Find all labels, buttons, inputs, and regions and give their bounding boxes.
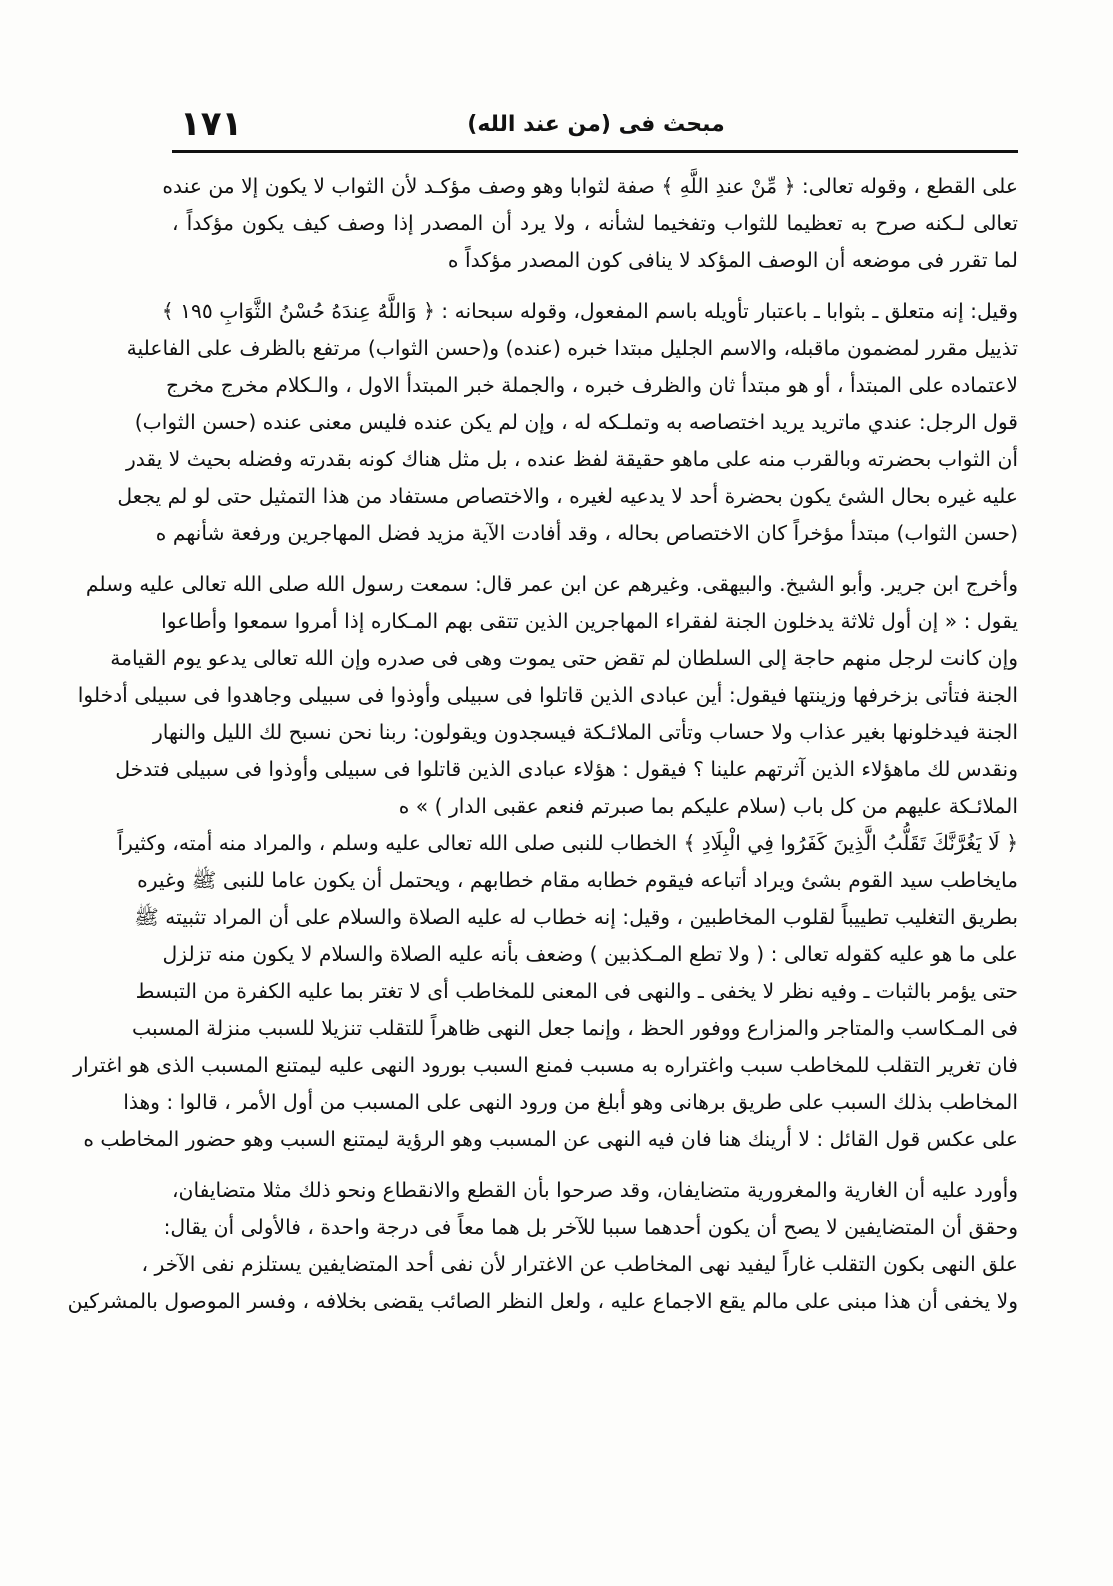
body-text bbox=[67, 168, 1018, 1320]
text-line: أن الثواب بحضرته وبالقرب منه على ماهو حقيقة لفظ عنده ، بل مثل هناك كونه بقدرته وفضله بحيث لا يقدر bbox=[125, 447, 1018, 471]
text-line: بطريق التغليب تطييباً لقلوب المخاطبين ، وقيل: إنه خطاب له عليه الصلاة والسلام على أن المراد تثبيته ﷺ bbox=[134, 905, 1018, 929]
paragraph-gap bbox=[172, 552, 1018, 566]
text-line: علق النهى بكون التقلب غاراً ليفيد نهى المخاطب عن الاغترار لأن نفى أحد المتضايفين يستلزم نفى الآخر ، bbox=[141, 1252, 1018, 1276]
text-line: الجنة فيدخلونها بغير عذاب ولا حساب وتأتى الملائـكة فيسجدون ويقولون: ربنا نحن نسبح لك الليل والنهار bbox=[153, 720, 1018, 744]
text-line: لما تقرر فى موضعه أن الوصف المؤكد لا ينافى كون المصدر مؤكداً ه bbox=[447, 248, 1018, 272]
text-line: على ما هو عليه كقوله تعالى : ( ولا تطع المـكذبين ) وضعف بأنه عليه الصلاة والسلام لا يكون منه تزلزل bbox=[162, 942, 1018, 966]
text-line: لاعتماده على المبتدأ ، أو هو مبتدأ ثان والظرف خبره ، والجملة خبر المبتدأ الاول ، والـكلام مخرج مخرج bbox=[166, 373, 1018, 397]
text-line: ولا يخفى أن هذا مبنى على مالم يقع الاجماع عليه ، ولعل النظر الصائب يقضى بخلافه ، وفسر الموصول بالمشركين bbox=[67, 1289, 1018, 1313]
text-line: تعالى لـكنه صرح به تعظيما للثواب وتفخيما لشأنه ، ولا يرد أن المصدر إذا وصف كيف يكون مؤكداً ، bbox=[172, 211, 1018, 235]
text-line: وحقق أن المتضايفين لا يصح أن يكون أحدهما سببا للآخر بل هما معاً فى درجة واحدة ، فالأولى أن يقال: bbox=[163, 1215, 1018, 1239]
text-line: على القطع ، وقوله تعالى: ﴿ مِّنْ عندِ اللَّهِ ﴾ صفة لثوابا وهو وصف مؤكـد لأن الثواب لا يكون إلا من عنده bbox=[162, 174, 1018, 198]
text-line: وإن كانت لرجل منهم حاجة إلى السلطان لم تقض حتى يموت وهى فى صدره وإن الله تعالى يدعو يوم القيامة bbox=[110, 646, 1018, 670]
text-line: الملائـكة عليهم من كل باب (سلام عليكم بما صبرتم فنعم عقبى الدار ) » ه bbox=[398, 794, 1018, 818]
text-line: (حسن الثواب) مبتدأ مؤخراً كان الاختصاص بحاله ، وقد أفادت الآية مزيد فضل المهاجرين ورفعة شأنهم ه bbox=[155, 521, 1018, 545]
text-line: يقول : « إن أول ثلاثة يدخلون الجنة لفقراء المهاجرين الذين تتقى بهم المـكاره إذا أمروا سمعوا وأطاعوا bbox=[161, 609, 1018, 633]
text-line: وأخرج ابن جرير. وأبو الشيخ. والبيهقى. وغيرهم عن ابن عمر قال: سمعت رسول الله صلى الله تعالى عليه وسلم bbox=[85, 572, 1018, 596]
text-line: المخاطب بذلك السبب على طريق برهانى وهو أبلغ من ورود النهى على المسبب من أول الأمر ، قالوا : وهذا bbox=[123, 1090, 1018, 1114]
header-rule bbox=[172, 150, 1018, 153]
text-line: على عكس قول القائل : لا أرينك هنا فان فيه النهى عن المسبب وهو الرؤية ليمتنع السبب وهو حضور المخاطب ه bbox=[83, 1127, 1018, 1151]
text-line: الجنة فتأتى بزخرفها وزينتها فيقول: أين عبادى الذين قاتلوا فى سبيلى وأوذوا فى سبيلى وجاهدوا فى سبيلى أدخلوا bbox=[77, 683, 1018, 707]
text-line: ﴿ لَا يَغُرَّنَّكَ تَقَلُّبُ الَّذِينَ كَفَرُوا فِي الْبِلَادِ ﴾ الخطاب للنبى صلى الله تعالى عليه وسلم ، والمراد منه أمته، وكثيراً bbox=[117, 831, 1018, 855]
paragraph bbox=[67, 1172, 1018, 1320]
text-line: حتى يؤمر بالثبات ـ وفيه نظر لا يخفى ـ والنهى فى المعنى للمخاطب أى لا تغتر بما عليه الكفرة من التبسط bbox=[135, 979, 1018, 1003]
text-line: قول الرجل: عندي ماتريد يريد اختصاصه به وتملـكه له ، وإن لم يكن عنده فليس معنى عنده (حسن الثواب) bbox=[134, 410, 1018, 434]
running-title: مبحث فى (من عند الله) bbox=[467, 112, 725, 137]
paragraph bbox=[117, 293, 1018, 552]
page-number: ١٧١ bbox=[180, 104, 243, 144]
paragraph bbox=[162, 168, 1018, 279]
paragraph-gap bbox=[172, 1158, 1018, 1172]
text-line: تذييل مقرر لمضمون ماقبله، والاسم الجليل مبتدا خبره (عنده) و(حسن الثواب) مرتفع بالظرف على الفاعلية bbox=[126, 336, 1018, 360]
text-line: مايخاطب سيد القوم بشئ ويراد أتباعه فيقوم خطابه مقام خطابهم ، ويحتمل أن يكون عاما للنبى ﷺ وغيره bbox=[137, 868, 1018, 892]
paragraph-gap bbox=[172, 279, 1018, 293]
text-line: ونقدس لك ماهؤلاء الذين آثرتهم علينا ؟ فيقول : هؤلاء عبادى الذين قاتلوا فى سبيلى وأوذوا فى سبيلى فتدخل bbox=[115, 757, 1018, 781]
paragraph bbox=[73, 825, 1018, 1158]
text-line: عليه غيره بحال الشئ يكون بحضرة أحد لا يدعيه لغيره ، والاختصاص مستفاد من هذا التمثيل حتى لو لم يجعل bbox=[117, 484, 1018, 508]
paragraph bbox=[77, 566, 1018, 825]
text-line: فان تغرير التقلب للمخاطب سبب واغتراره به مسبب فمنع السبب بورود النهى عليه ليمتنع المسبب الذى هو اغترار bbox=[73, 1053, 1018, 1077]
page-header bbox=[172, 104, 1020, 154]
text-line: فى المـكاسب والمتاجر والمزارع ووفور الحظ ، وإنما جعل النهى ظاهراً للتقلب تنزيلا للسبب منزلة المسبب bbox=[132, 1016, 1018, 1040]
text-line: وأورد عليه أن الغارية والمغرورية متضايفان، وقد صرحوا بأن القطع والانقطاع ونحو ذلك مثلا متضايفان، bbox=[172, 1178, 1018, 1202]
text-line: وقيل: إنه متعلق ـ بثوابا ـ باعتبار تأويله باسم المفعول، وقوله سبحانه : ﴿ وَاللَّهُ عِندَهُ حُسْنُ الثَّوَابِ ١٩٥ ﴾ bbox=[161, 299, 1018, 323]
